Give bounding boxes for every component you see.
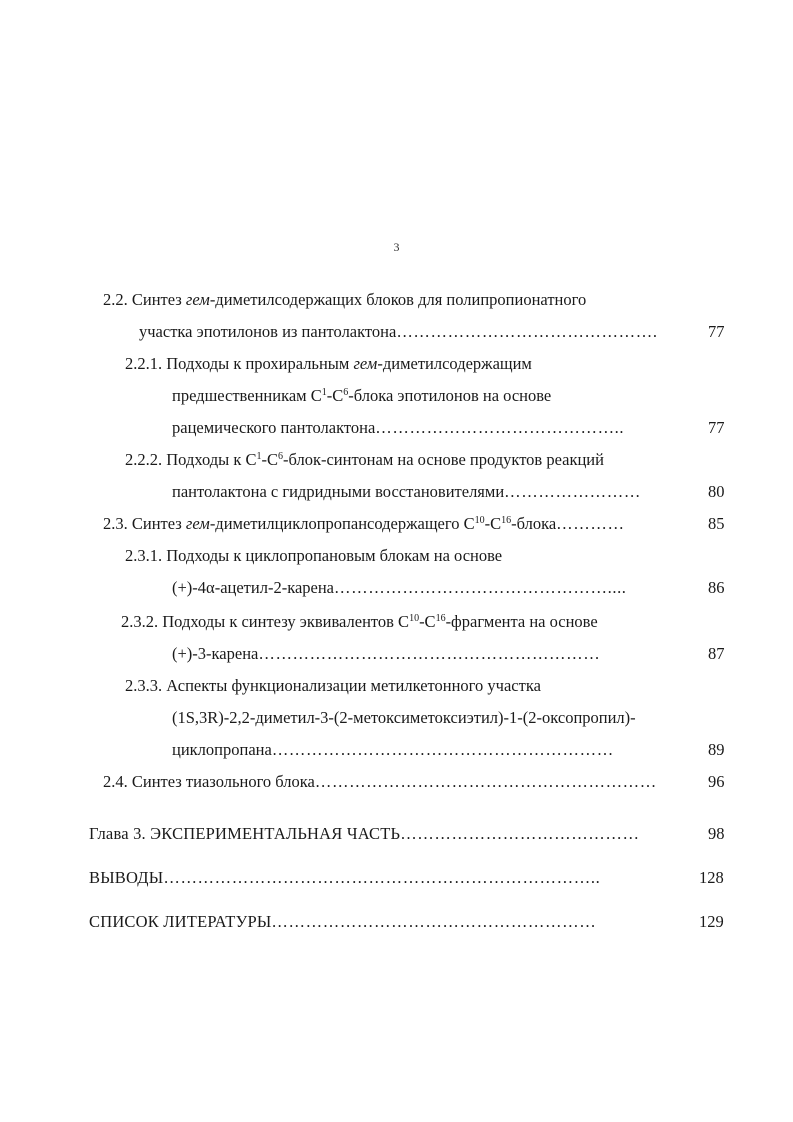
toc-entry-2-2-1-line3: [172, 418, 624, 438]
superscript: 10: [474, 515, 485, 526]
toc-text: Синтез тиазольного блока: [131, 772, 315, 791]
superscript: 16: [435, 613, 446, 624]
toc-page-number: 80: [708, 482, 725, 501]
toc-page-number: 98: [708, 824, 725, 843]
toc-text: -диметилциклопропансодержащего C: [209, 514, 475, 533]
toc-page-number: 77: [708, 418, 725, 437]
toc-text: -C: [484, 514, 502, 533]
toc-page-number: 87: [708, 644, 725, 663]
superscript: 6: [343, 387, 349, 398]
toc-text: -C: [419, 612, 436, 631]
toc-text: предшественникам C: [172, 386, 322, 405]
toc-text: -блока: [511, 514, 557, 533]
toc-page-number: 96: [708, 772, 725, 791]
toc-entry-2-3-3-line1: [125, 676, 541, 696]
toc-leader-dots: ……………………………………………………: [271, 740, 614, 759]
toc-italic: гем: [185, 290, 210, 309]
toc-text: Подходы к прохиральным: [166, 354, 354, 373]
toc-entry-2-4-line1: [103, 772, 657, 792]
toc-text: Подходы к синтезу эквивалентов C: [162, 612, 410, 631]
toc-number: 2.2.1.: [125, 354, 163, 373]
toc-text: Синтез: [131, 514, 186, 533]
toc-page-number: 129: [699, 912, 724, 931]
superscript: 10: [409, 613, 420, 624]
toc-entry-conclusions-line1: [89, 868, 600, 888]
toc-text: -диметилсодержащим: [377, 354, 532, 373]
toc-text: Аспекты функционализации метилкетонного участка: [166, 676, 541, 695]
toc-text: Глава 3. ЭКСПЕРИМЕНТАЛЬНАЯ ЧАСТЬ: [89, 824, 401, 843]
toc-number: 2.3.: [103, 514, 128, 533]
toc-leader-dots: ……………………………………………………: [314, 772, 657, 791]
toc-entry-2-3-line1: [103, 514, 625, 534]
toc-number: 2.3.3.: [125, 676, 163, 695]
toc-entry-2-3-1-line1: [125, 546, 502, 566]
toc-text: циклопропана: [172, 740, 272, 759]
toc-entry-2-3-2-line2: [172, 644, 600, 664]
toc-entry-2-2-line1: [103, 290, 586, 310]
toc-leader-dots: ……………………………………: [400, 824, 640, 843]
toc-entry-chapter-3-line1: [89, 824, 640, 844]
toc-page-number: 85: [708, 514, 725, 533]
toc-text: -C: [261, 450, 278, 469]
toc-leader-dots: ……………………: [504, 482, 641, 501]
toc-leader-dots: …………: [556, 514, 625, 533]
toc-leader-dots: ……………………………………………………: [258, 644, 601, 663]
toc-text: СПИСОК ЛИТЕРАТУРЫ: [89, 912, 272, 931]
superscript: 6: [277, 451, 283, 462]
toc-entry-2-3-2-line1: [121, 612, 598, 632]
toc-leader-dots: …………………………………………....: [334, 578, 627, 597]
toc-page-number: 128: [699, 868, 724, 887]
toc-text: пантолактона с гидридными восстановителями: [172, 482, 505, 501]
toc-leader-dots: …………………………………………………: [271, 912, 597, 931]
toc-leader-dots: ……………………………………..: [375, 418, 625, 437]
superscript: 1: [256, 451, 262, 462]
toc-italic: гем: [353, 354, 378, 373]
toc-text: -ацетил-2-карена: [214, 578, 335, 597]
toc-entry-references-line1: [89, 912, 596, 932]
toc-number: 2.2.2.: [125, 450, 163, 469]
toc-text: (1S,3R)-2,2-диметил-3-(2-метоксиметоксиэтил)-1-(2-оксопропил)-: [172, 708, 636, 727]
toc-entry-2-3-3-line3: [172, 740, 614, 760]
toc-text: ВЫВОДЫ: [89, 868, 164, 887]
alpha-symbol: α: [206, 578, 215, 597]
toc-text: -блока эпотилонов на основе: [348, 386, 552, 405]
toc-text: (+)-3-карена: [172, 644, 259, 663]
superscript: 16: [501, 515, 512, 526]
toc-italic: гем: [185, 514, 210, 533]
toc-page-number: 89: [708, 740, 725, 759]
toc-text: Подходы к C: [166, 450, 257, 469]
toc-number: 2.4.: [103, 772, 128, 791]
toc-entry-2-2-2-line2: [172, 482, 641, 502]
toc-text: (+)-4: [172, 578, 207, 597]
toc-text: Синтез: [131, 290, 186, 309]
toc-entry-2-2-1-line1: [125, 354, 532, 374]
toc-entry-2-3-3-line2: [172, 708, 636, 728]
toc-page-number: 77: [708, 322, 725, 341]
toc-text: Подходы к циклопропановым блокам на основе: [166, 546, 503, 565]
toc-text: -фрагмента на основе: [445, 612, 598, 631]
toc-page-number: 86: [708, 578, 725, 597]
toc-text: -блок-синтонам на основе продуктов реакций: [282, 450, 604, 469]
toc-entry-2-3-1-line2: [172, 578, 627, 598]
toc-number: 2.3.2.: [121, 612, 159, 631]
toc-entry-2-2-2-line1: [125, 450, 604, 470]
toc-entry-2-2-line2: [139, 322, 658, 342]
toc-number: 2.3.1.: [125, 546, 163, 565]
superscript: 1: [321, 387, 327, 398]
toc-leader-dots: ……………………………………….: [396, 322, 658, 341]
page-number: 3: [393, 240, 400, 254]
toc-text: рацемического пантолактона: [172, 418, 376, 437]
toc-text: -C: [326, 386, 344, 405]
toc-entry-2-2-1-line2: [172, 386, 551, 406]
toc-leader-dots: …………………………………………………………………..: [163, 868, 601, 887]
toc-text: -диметилсодержащих блоков для полипропионатного: [209, 290, 587, 309]
toc-number: 2.2.: [103, 290, 128, 309]
toc-text: участка эпотилонов из пантолактона: [139, 322, 397, 341]
